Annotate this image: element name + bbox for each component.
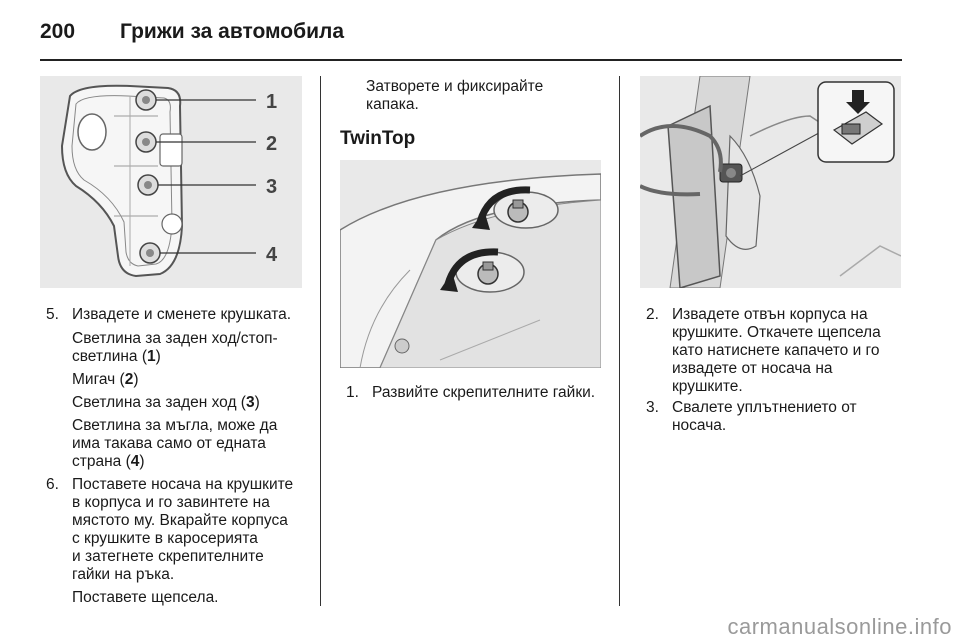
- column-divider-1: [320, 76, 321, 606]
- continuation-line2: капака.: [366, 96, 419, 113]
- header-rule: [40, 59, 902, 61]
- column-divider-2: [619, 76, 620, 606]
- trunk-nuts-illustration: [340, 160, 601, 368]
- page-number: 200: [40, 20, 76, 43]
- sub-fog-line1: Светлина за мъгла, може да: [72, 417, 278, 434]
- sub-fog-line2: има такава само от едната: [72, 435, 266, 452]
- connector: [720, 164, 742, 182]
- bulb-holder-figure: [40, 76, 302, 288]
- lamp-removal-figure: [640, 76, 901, 288]
- bulb-4: [140, 243, 160, 263]
- section-title-twintop: TwinTop: [340, 128, 416, 149]
- sub-turn-signal: Мигач (2): [72, 371, 139, 388]
- figure-label-1: 1: [266, 91, 278, 113]
- figure-label-4: 4: [266, 244, 278, 266]
- bulb-3: [138, 175, 158, 195]
- figure-label-2: 2: [266, 133, 278, 155]
- bulb-1: [136, 90, 156, 110]
- inset-detail: [818, 82, 894, 162]
- page-title: Грижи за автомобила: [120, 20, 345, 43]
- lamp-removal-illustration: [640, 76, 901, 288]
- sub-insert-plug: Поставете щепсела.: [72, 589, 219, 606]
- sub-tail-light-line1: Светлина за заден ход/стоп-: [72, 330, 278, 347]
- page-header: [40, 10, 920, 50]
- sub-tail-light-line2: светлина (1): [72, 348, 161, 365]
- bulb-holder-illustration: [40, 76, 302, 288]
- trunk-nuts-figure: [340, 160, 601, 368]
- watermark: carmanualsonline.info: [727, 614, 952, 639]
- bulb-2: [136, 132, 156, 152]
- sub-fog-line3: страна (4): [72, 453, 145, 470]
- continuation-line1: Затворете и фиксирайте: [366, 78, 544, 95]
- figure-label-3: 3: [266, 176, 278, 198]
- sub-reverse-light: Светлина за заден ход (3): [72, 394, 260, 411]
